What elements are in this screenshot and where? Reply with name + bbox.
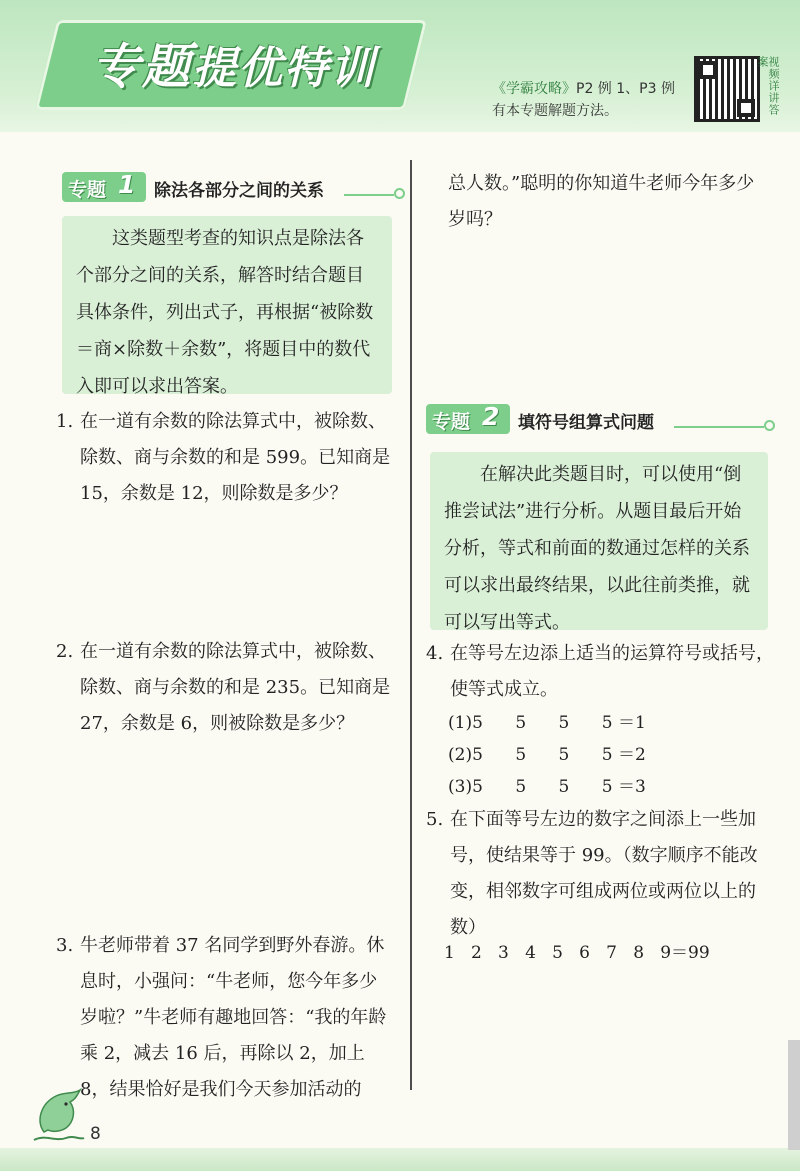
- question-5-row: 1 2 3 4 5 6 7 8 9＝99: [444, 943, 710, 963]
- question-1-text: 在一道有余数的除法算式中，被除数、除数、商与余数的和是 599。已知商是 15，余数是 12，则除数是多少？: [80, 411, 391, 504]
- page-title-part1: 专题: [92, 39, 193, 95]
- question-5: [426, 802, 776, 938]
- dolphin-icon: [30, 1086, 86, 1146]
- topic2-tip-text: 在解决此类题目时，可以使用“倒推尝试法”进行分析。从题目最后开始分析，等式和前面的数通过怎样的关系可以求出最终结果，以此往前类推，就可以写出等式。: [444, 464, 750, 633]
- question-4-text: 在等号左边添上适当的运算符号或括号，使等式成立。: [450, 643, 774, 700]
- topic2-tag-number: 2: [482, 402, 500, 431]
- question-3-continued: [448, 166, 768, 246]
- topic1-tip-text: 这类题型考查的知识点是除法各个部分之间的关系，解答时结合题目具体条件，列出式子，再根据“被除数＝商×除数＋余数”，将题目中的数代入即可以求出答案。: [76, 228, 374, 397]
- topic1-rule: [344, 194, 394, 196]
- topic1-tag: [62, 172, 146, 202]
- question-3-number: 3.: [56, 935, 74, 956]
- question-4-number: 4.: [426, 643, 444, 664]
- question-2: [56, 634, 396, 744]
- question-1-number: 1.: [56, 411, 74, 432]
- question-3-continued-text: 总人数。”聪明的你知道牛老师今年多少岁吗？: [448, 173, 755, 230]
- question-1: [56, 404, 396, 514]
- reference-line2: 有本专题解题方法。: [492, 103, 618, 119]
- question-4-row-3: (3)5 5 5 5 ＝3: [448, 777, 646, 797]
- question-2-text: 在一道有余数的除法算式中，被除数、除数、商与余数的和是 235。已知商是 27，余数是 6，则被除数是多少？: [80, 641, 391, 734]
- page-title: [92, 28, 376, 98]
- question-2-number: 2.: [56, 641, 74, 662]
- page-number: 8: [90, 1124, 101, 1144]
- qr-code[interactable]: [694, 56, 760, 122]
- page-title-part2: 提优特训: [192, 43, 377, 94]
- footer-band: [0, 1148, 800, 1171]
- topic1-heading: [62, 172, 407, 206]
- reference-book: 《学霸攻略》: [492, 81, 576, 97]
- topic2-tag-label: 专题: [432, 411, 471, 433]
- reference-note: [492, 78, 692, 122]
- page-edge-shadow: [788, 1040, 800, 1150]
- topic1-tag-number: 1: [118, 170, 136, 199]
- topic1-tag-label: 专题: [68, 179, 107, 201]
- topic2-tag: [426, 404, 510, 434]
- topic2-heading: [426, 404, 776, 438]
- reference-pages: P2 例 1、P3 例: [576, 81, 675, 97]
- topic2-rule-dot: [764, 420, 775, 431]
- topic1-rule-dot: [394, 188, 405, 199]
- question-4: [426, 636, 776, 708]
- topic1-tip-box: [62, 216, 392, 397]
- question-5-text: 在下面等号左边的数字之间添上一些加号，使结果等于 99。（数字顺序不能改变，相邻数字可组成两位或两位以上的数）: [450, 809, 758, 938]
- question-4-row-1: (1)5 5 5 5 ＝1: [448, 713, 646, 733]
- topic2-rule: [674, 426, 764, 428]
- topic2-tip-box: [430, 452, 768, 633]
- question-3-text: 牛老师带着 37 名同学到野外春游。休息时，小强问：“牛老师，您今年多少岁啦？”牛老师有趣地回答：“我的年龄乘 2，减去 16 后，再除以 2，加上 8，结果恰好是我们今天参加活动的: [80, 935, 387, 1100]
- topic2-title: 填符号组算式问题: [518, 413, 654, 433]
- question-3: [56, 928, 396, 1108]
- question-4-row-2: (2)5 5 5 5 ＝2: [448, 745, 646, 765]
- column-divider: [410, 160, 412, 1090]
- qr-caption: 视频详讲答案: [756, 56, 780, 116]
- question-5-number: 5.: [426, 809, 444, 830]
- topic1-title: 除法各部分之间的关系: [154, 181, 324, 201]
